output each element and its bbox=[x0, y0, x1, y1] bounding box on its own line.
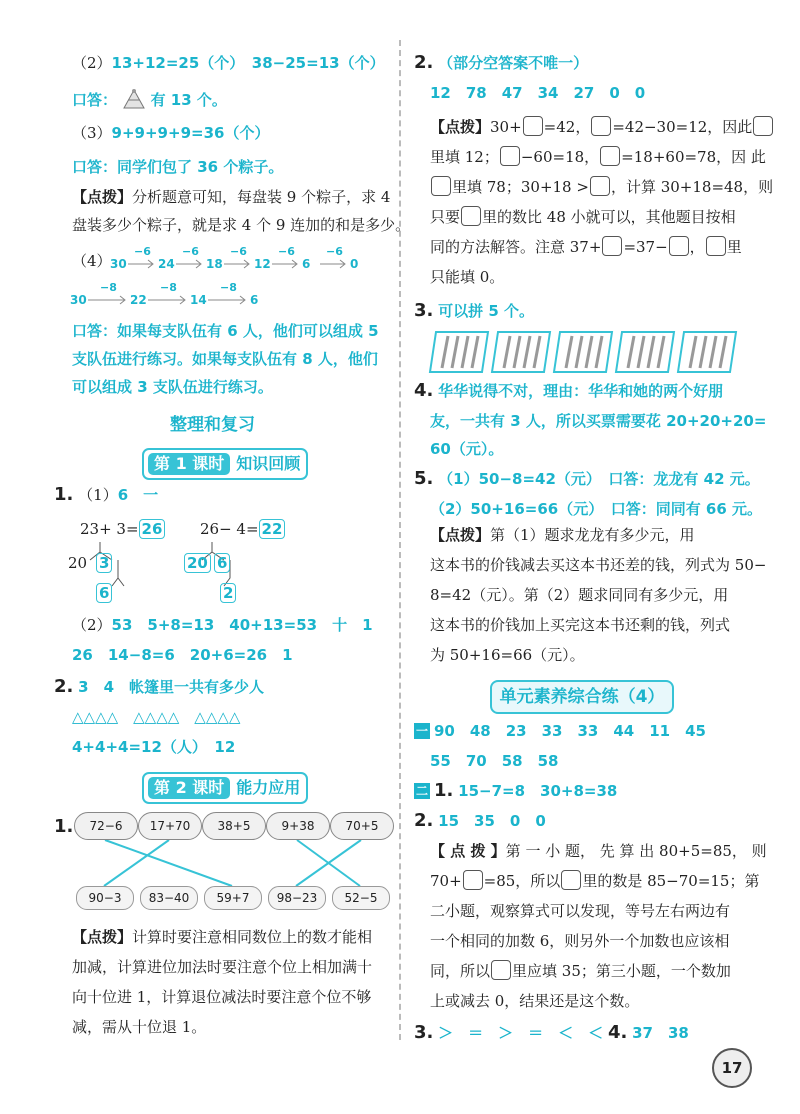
answer-prefix: 口答： bbox=[72, 91, 118, 109]
page-number: 17 bbox=[712, 1048, 752, 1088]
lesson2-title: 能力应用 bbox=[236, 778, 301, 797]
blank-box bbox=[600, 146, 620, 166]
sequence-number: 6 bbox=[250, 293, 259, 307]
r-tip3-line3: 8=42（元）。第（2）题求同同有多少元，用 bbox=[430, 586, 729, 604]
u2-q1-answer: 15−7=8 30+8=38 bbox=[458, 782, 618, 800]
r-q5-number: 5. bbox=[414, 468, 434, 489]
r-tip-l6: 只能填 0。 bbox=[430, 268, 505, 286]
blank-box bbox=[463, 870, 483, 890]
tip1-line2: 盘装多少个粽子，就是求 4 个 9 连加的和是多少。 bbox=[72, 216, 411, 234]
tip-text: 里的数是 85−70=15；第 bbox=[582, 872, 760, 890]
r-q2-answers: 12 78 47 34 27 0 0 bbox=[430, 84, 646, 102]
sequence-operator: −8 bbox=[100, 281, 117, 294]
r-q2 bbox=[414, 52, 588, 74]
u1 bbox=[414, 720, 706, 742]
r-tip-l3 bbox=[430, 176, 773, 198]
cloud-card: 17+70 bbox=[138, 812, 202, 840]
r-q2-note: （部分空答案不唯一） bbox=[438, 54, 589, 72]
u2-q3-number: 3. bbox=[414, 1022, 434, 1043]
tip2-line2: 加减，计算进位加法时要注意个位上相加满十 bbox=[72, 958, 373, 976]
r-tip-l2 bbox=[430, 146, 766, 168]
sequence-number: 12 bbox=[254, 257, 271, 271]
r-tip3-line2: 这本书的价钱减去买这本书还差的钱，列式为 50− bbox=[430, 556, 767, 574]
split1-eq-text: 23+ 3= bbox=[80, 520, 139, 538]
split2-part1: 20 bbox=[184, 553, 211, 573]
cloud-card: 9+38 bbox=[266, 812, 330, 840]
tip-line: 分析题意可知，每盘装 9 个粽子，求 4 bbox=[132, 188, 391, 206]
split2-part3: 2 bbox=[220, 583, 236, 603]
tip-tag: 【点拨】 bbox=[72, 928, 133, 946]
r-tip-l1 bbox=[430, 116, 774, 138]
split1-left: 20 bbox=[68, 554, 88, 572]
u2-q2 bbox=[414, 810, 546, 832]
sequence-number: 22 bbox=[130, 293, 147, 307]
blank-box bbox=[561, 870, 581, 890]
left-q3 bbox=[72, 122, 269, 144]
r-q5a bbox=[414, 468, 760, 490]
s2 bbox=[54, 676, 264, 698]
split2-eq-text: 26− 4= bbox=[200, 520, 259, 538]
s1-number: 1. bbox=[54, 484, 74, 505]
sequence-operator: −6 bbox=[230, 245, 247, 258]
tip2-line4: 减，需从十位退 1。 bbox=[72, 1018, 207, 1036]
u2-q4-answer: 37 38 bbox=[632, 1024, 689, 1042]
tip-text: 里的数比 48 小就可以，其他题目按相 bbox=[482, 208, 736, 226]
lesson1-pill: 第 1 课时 bbox=[148, 453, 230, 475]
blank-box bbox=[590, 176, 610, 196]
review-heading: 整理和复习 bbox=[170, 415, 255, 435]
s1b-line2: 26 14−8=6 20+6=26 1 bbox=[72, 646, 293, 664]
sequence-operator: −6 bbox=[182, 245, 199, 258]
sequence-operator: −6 bbox=[326, 245, 343, 258]
tip-text: −60=18， bbox=[520, 148, 600, 166]
tip-text: 里 bbox=[726, 238, 742, 256]
tip-text: 里填 78；30+18 > bbox=[452, 178, 589, 196]
u1-line1: 90 48 23 33 33 44 11 45 bbox=[434, 722, 706, 740]
column-divider bbox=[399, 40, 401, 1040]
s2-line3: 4+4+4=12（人） 12 bbox=[72, 738, 236, 756]
q4-answer-line2: 支队伍进行练习。如果每支队伍有 8 人，他们 bbox=[72, 350, 378, 368]
split1-part2: 6 bbox=[96, 583, 112, 603]
tip-tag: 【点拨】 bbox=[430, 118, 491, 136]
tip-text: 30+ bbox=[490, 118, 522, 136]
u2-q1-number: 1. bbox=[434, 780, 454, 801]
sequence-minus6 bbox=[108, 244, 408, 276]
q3-label: （3） bbox=[72, 124, 112, 142]
sequence-operator: −8 bbox=[220, 281, 237, 294]
u2-q3-q4 bbox=[414, 1022, 689, 1044]
r-q5a: （1）50−8=42（元） 口答：龙龙有 42 元。 bbox=[438, 470, 760, 488]
s1b bbox=[72, 614, 373, 636]
r-tip-l4 bbox=[430, 206, 736, 228]
blank-box bbox=[461, 206, 481, 226]
tip-tag: 【 点 拨 】 bbox=[430, 842, 506, 860]
sheep-card: 59+7 bbox=[204, 886, 262, 910]
u-tip-l3: 二小题，观察算式可以发现，等号左右两边有 bbox=[430, 902, 731, 920]
sequence-operator: −8 bbox=[160, 281, 177, 294]
sequence-number: 14 bbox=[190, 293, 207, 307]
split1-result: 26 bbox=[139, 519, 166, 539]
tip-text: 里填 12； bbox=[430, 148, 499, 166]
u-tip-l4: 一个相同的加数 6，则另外一个加数也应该相 bbox=[430, 932, 730, 950]
cloud-card: 70+5 bbox=[330, 812, 394, 840]
q2-equation: 13+12=25（个） 38−25=13（个） bbox=[111, 54, 385, 72]
sequence-number: 24 bbox=[158, 257, 175, 271]
r-tip3-line4: 这本书的价钱加上买完这本书还剩的钱，列式 bbox=[430, 616, 731, 634]
r-q4-line2: 友，一共有 3 人，所以买票需要花 20+20+20= bbox=[430, 412, 767, 430]
split2-equation bbox=[200, 518, 285, 540]
r-tip3-line5: 为 50+16=66（元）。 bbox=[430, 646, 585, 664]
lesson1-title: 知识回顾 bbox=[236, 454, 301, 473]
blank-box bbox=[523, 116, 543, 136]
r-q3-answer: 可以拼 5 个。 bbox=[438, 302, 535, 320]
s1b-line1: 53 5+8=13 40+13=53 十 1 bbox=[111, 616, 373, 634]
match-line bbox=[104, 840, 169, 886]
sequence-number: 0 bbox=[350, 257, 359, 271]
q3-equation: 9+9+9+9=36（个） bbox=[111, 124, 270, 142]
tip-text: =42−30=12，因此 bbox=[612, 118, 753, 136]
sheep-card: 83−40 bbox=[140, 886, 198, 910]
tip-text: ， bbox=[689, 238, 705, 256]
u-tip-l1 bbox=[430, 840, 767, 862]
tip-tag: 【点拨】 bbox=[72, 188, 133, 206]
tip-text: 70+ bbox=[430, 872, 462, 890]
s1a bbox=[54, 484, 158, 506]
split2-part2: 6 bbox=[214, 553, 230, 573]
r-q2-number: 2. bbox=[414, 52, 434, 73]
sheep-card: 98−23 bbox=[268, 886, 326, 910]
q2-label: （2） bbox=[72, 54, 112, 72]
cloud-card: 38+5 bbox=[202, 812, 266, 840]
u-tip-l2 bbox=[430, 870, 759, 892]
s2-line1: 3 4 帐篷里一共有多少人 bbox=[78, 678, 265, 696]
tip-tag: 【点拨】 bbox=[430, 526, 491, 544]
s2-number: 2. bbox=[54, 676, 74, 697]
part1-mark: 一 bbox=[415, 724, 428, 738]
u2-q2-number: 2. bbox=[414, 810, 434, 831]
q3-answer: 口答：同学们包了 36 个粽子。 bbox=[72, 158, 284, 176]
r-q3 bbox=[414, 300, 534, 322]
u-tip-l6: 上或减去 0，结果还是这个数。 bbox=[430, 992, 640, 1010]
split1-part1: 3 bbox=[96, 553, 112, 573]
split2-result: 22 bbox=[259, 519, 286, 539]
blank-box bbox=[706, 236, 726, 256]
u2-q3-answer: ＞ ＝ ＞ ＝ ＜ ＜ bbox=[438, 1024, 604, 1042]
stick-bundles-figure bbox=[428, 330, 746, 374]
q4-answer-line1: 口答：如果每支队伍有 6 人，他们可以组成 5 bbox=[72, 322, 379, 340]
u1-line2: 55 70 58 58 bbox=[430, 752, 559, 770]
blank-box bbox=[753, 116, 773, 136]
left-q2-answer bbox=[72, 88, 227, 111]
lesson2-bar bbox=[142, 772, 308, 804]
sequence-operator: −6 bbox=[278, 245, 295, 258]
tip-line: 第（1）题求龙龙有多少元，用 bbox=[490, 526, 695, 544]
u-tip-l5 bbox=[430, 960, 731, 982]
s1b-label: （2） bbox=[72, 616, 112, 634]
r-q3-number: 3. bbox=[414, 300, 434, 321]
tip1 bbox=[72, 186, 390, 208]
left-q2 bbox=[72, 52, 385, 74]
tip-text: 只要 bbox=[430, 208, 461, 226]
lesson1-bar bbox=[142, 448, 308, 480]
q4-label: （4） bbox=[72, 252, 112, 270]
sequence-minus8 bbox=[68, 280, 368, 312]
r-q4-number: 4. bbox=[414, 380, 434, 401]
sequence-number: 18 bbox=[206, 257, 223, 271]
tip-text: =18+60=78，因 此 bbox=[621, 148, 766, 166]
match-number: 1. bbox=[54, 816, 74, 837]
tip-text: 同的方法解答。注意 37+ bbox=[430, 238, 602, 256]
sequence-number: 6 bbox=[302, 257, 311, 271]
u2-q4-number: 4. bbox=[607, 1022, 628, 1043]
sequence-number: 30 bbox=[70, 293, 87, 307]
tip2 bbox=[72, 926, 372, 948]
s1a-label: （1） bbox=[78, 486, 118, 504]
part2-mark: 二 bbox=[415, 784, 428, 798]
tip-text: =37− bbox=[623, 238, 668, 256]
s2-triangles: △△△△ △△△△ △△△△ bbox=[72, 708, 241, 726]
blank-box bbox=[491, 960, 511, 980]
r-tip-l5 bbox=[430, 236, 742, 258]
sequence-number: 30 bbox=[110, 257, 127, 271]
tip-text: 同，所以 bbox=[430, 962, 491, 980]
u2-q2-answer: 15 35 0 0 bbox=[438, 812, 546, 830]
u2-q1 bbox=[414, 780, 617, 802]
sequence-operator: −6 bbox=[134, 245, 151, 258]
cloud-card: 72−6 bbox=[74, 812, 138, 840]
s1a-answer: 6 一 bbox=[117, 486, 159, 504]
answer-suffix: 有 13 个。 bbox=[150, 91, 227, 109]
tip-text: ，计算 30+18=48，则 bbox=[610, 178, 774, 196]
r-tip3 bbox=[430, 524, 695, 546]
tip2-line3: 向十位进 1，计算退位减法时要注意个位不够 bbox=[72, 988, 372, 1006]
q4-answer-line3: 可以组成 3 支队伍进行练习。 bbox=[72, 378, 273, 396]
blank-box bbox=[602, 236, 622, 256]
blank-box bbox=[431, 176, 451, 196]
r-q4 bbox=[414, 380, 723, 402]
tip-text: =42， bbox=[543, 118, 591, 136]
r-q5b: （2）50+16=66（元） 口答：同同有 66 元。 bbox=[430, 500, 763, 518]
lesson2-pill: 第 2 课时 bbox=[148, 777, 230, 799]
tip-line: 计算时要注意相同数位上的数才能相 bbox=[132, 928, 373, 946]
zongzi-icon bbox=[122, 88, 146, 110]
r-q4-line1: 华华说得不对，理由：华华和她的两个好朋 bbox=[438, 382, 724, 400]
sheep-card: 90−3 bbox=[76, 886, 134, 910]
unit-practice-title: 单元素养综合练（4） bbox=[490, 680, 674, 714]
sheep-card: 52−5 bbox=[332, 886, 390, 910]
blank-box bbox=[591, 116, 611, 136]
match-line bbox=[105, 840, 232, 886]
split1-equation bbox=[80, 518, 165, 540]
tip-text: =85，所以 bbox=[483, 872, 561, 890]
r-q4-line3: 60（元）。 bbox=[430, 440, 504, 458]
blank-box bbox=[669, 236, 689, 256]
tip-text: 里应填 35；第三小题，一个数加 bbox=[512, 962, 731, 980]
blank-box bbox=[500, 146, 520, 166]
tip-line: 第 一 小 题， 先 算 出 80+5=85， 则 bbox=[505, 842, 767, 860]
